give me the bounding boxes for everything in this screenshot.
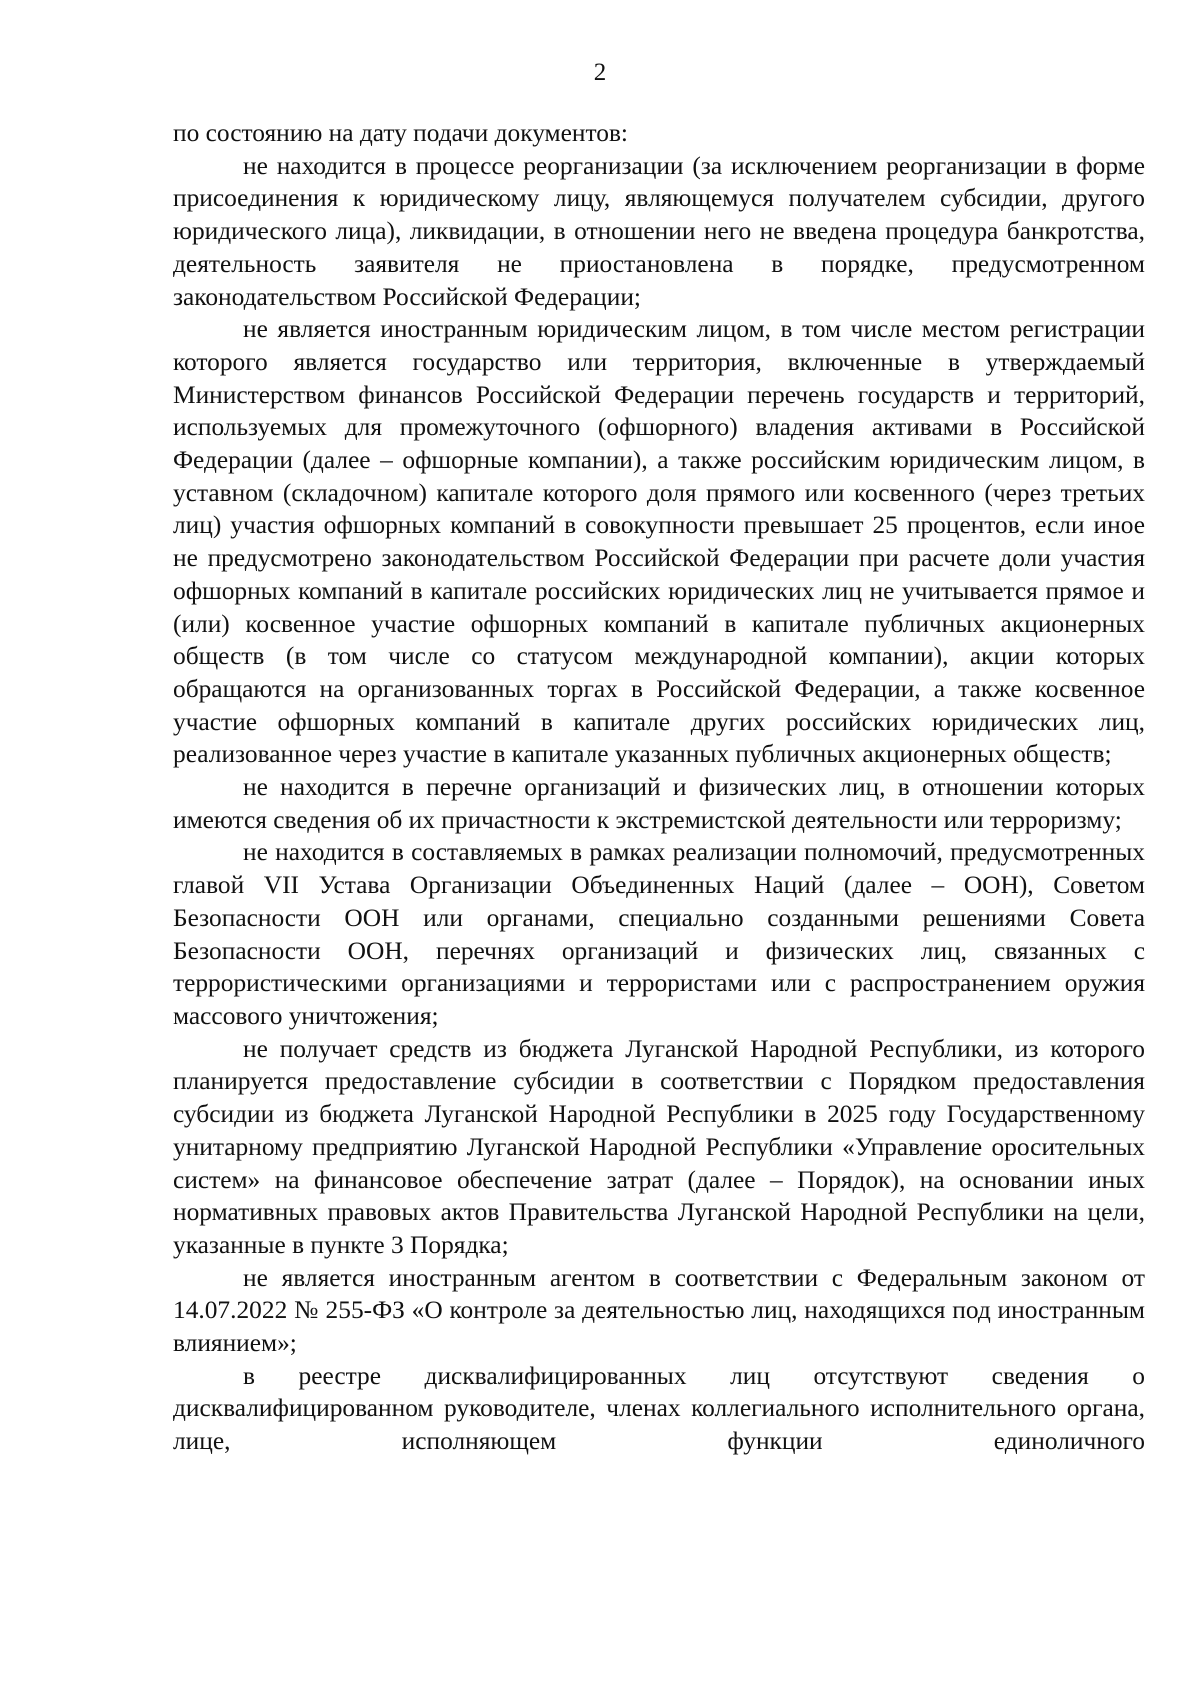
paragraph-intro: по состоянию на дату подачи документов: [173, 119, 628, 147]
paragraph-offshore: не является иностранным юридическим лицом, в том числе местом регистрации которого является государство или территория, включенные в утверждаемый Министерством финансов Российской Федерации перечень государств и территорий, используемых для промежуточного (офшорного) владения активами в Российской Федерации (далее – офшорные компании), а также российским юридическим лицом, в уставном (складочном) капитале которого доля прямого или косвенного (через третьих лиц) участия офшорных компаний в совокупности превышает 25 процентов, если иное не предусмотрено законодательством Российской Федерации при расчете доли участия офшорных компаний в капитале российских юридических лиц не учитывается прямое и (или) косвенное участие офшорных компаний в капитале публичных акционерных обществ (в том числе со статусом международной компании), акции которых обращаются на организованных торгах в Российской Федерации, а также косвенное участие офшорных компаний в капитале других российских юридических лиц, реализованное через участие в капитале указанных публичных акционерных обществ; [173, 315, 1145, 769]
paragraph-budget-funds: не получает средств из бюджета Луганской Народной Республики, из которого планируется предоставление субсидии в соответствии с Порядком предоставления субсидии из бюджета Луганской Народной Республики в 2025 году Государственному унитарному предприятию Луганской Народной Республики «Управление оросительных систем» на финансовое обеспечение затрат (далее – Порядок), на основании иных нормативных правовых актов Правительства Луганской Народной Республики на цели, указанные в пункте 3 Порядка; [173, 1034, 1145, 1259]
paragraph-disqualified-registry: в реестре дисквалифицированных лиц отсутствуют сведения о дисквалифицированном руководителе, членах коллегиального исполнительного органа, лице, исполняющем функции единоличного [173, 1361, 1145, 1456]
document-body [173, 117, 1145, 1458]
paragraph-un-sanctions: не находится в составляемых в рамках реализации полномочий, предусмотренных главой VII Устава Организации Объединенных Наций (далее – ООН), Советом Безопасности ООН или органами, специально созданными решениями Совета Безопасности ООН, перечнях организаций и физических лиц, связанных с террористическими организациями и террористами или с распространением оружия массового уничтожения; [173, 838, 1145, 1030]
paragraph-extremism: не находится в перечне организаций и физических лиц, в отношении которых имеются сведения об их причастности к экстремистской деятельности или терроризму; [173, 773, 1145, 834]
paragraph-foreign-agent: не является иностранным агентом в соответствии с Федеральным законом от 14.07.2022 № 255-ФЗ «О контроле за деятельностью лиц, находящихся под иностранным влиянием»; [173, 1263, 1145, 1358]
paragraph-reorganization: не находится в процессе реорганизации (за исключением реорганизации в форме присоединения к юридическому лицу, являющемуся получателем субсидии, другого юридического лица), ликвидации, в отношении него не введена процедура банкротства, деятельность заявителя не приостановлена в порядке, предусмотренном законодательством Российской Федерации; [173, 151, 1145, 311]
page-number: 2 [593, 59, 607, 86]
